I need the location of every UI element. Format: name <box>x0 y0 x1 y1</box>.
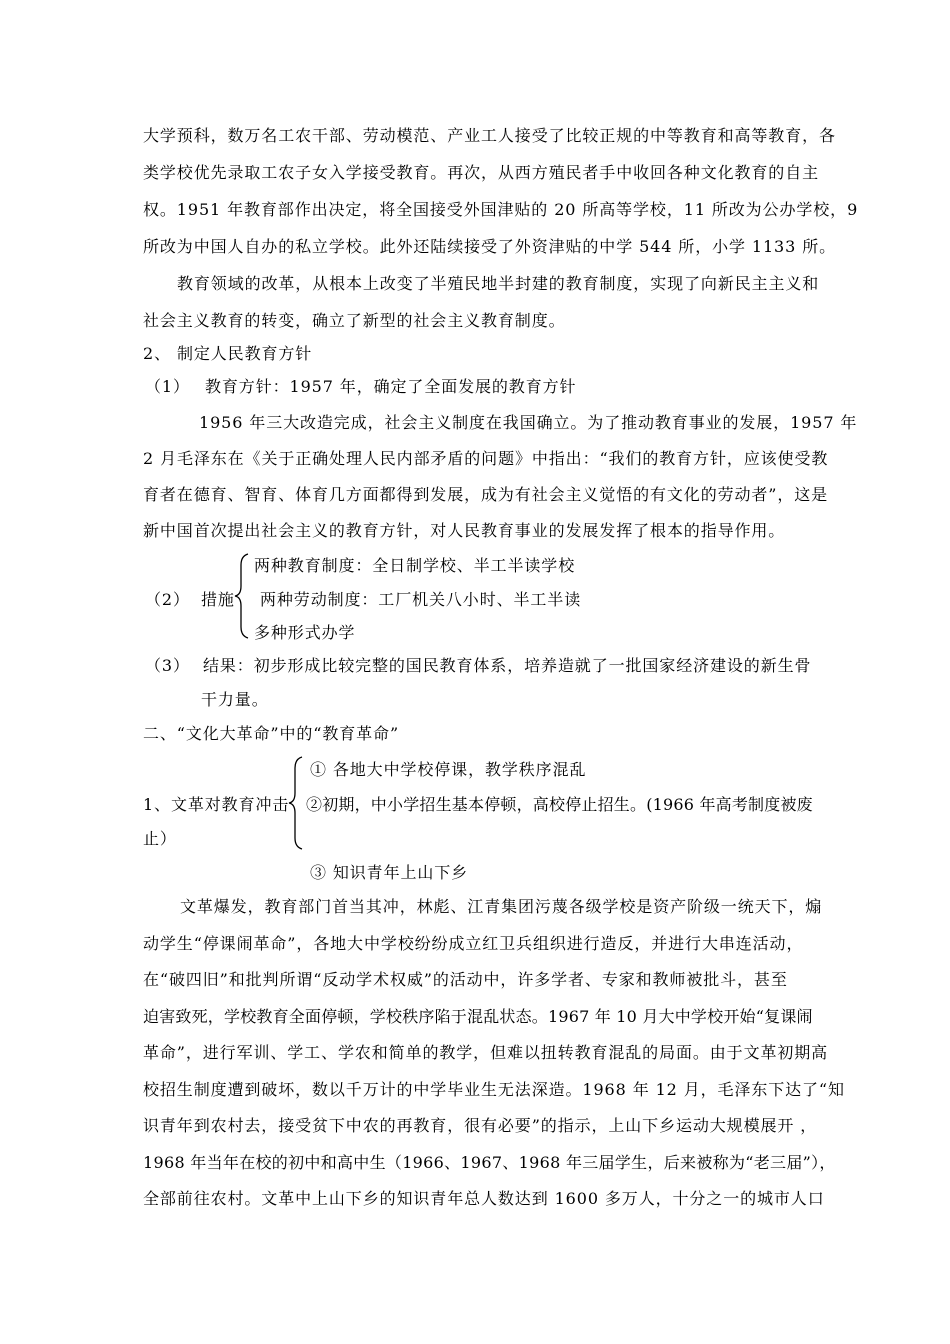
paragraph-line: 革命”，进行军训、学工、学农和简单的教学，但难以扭转教育混乱的局面。由于文革初期高 <box>143 1043 829 1062</box>
impact-label-tail: 止） <box>143 829 177 848</box>
paragraph-line: 文革爆发，教育部门首当其冲，林彪、江青集团污蔑各级学校是资产阶级一统天下，煽 <box>180 897 823 916</box>
impact-label: 1、文革对教育冲击 <box>143 795 290 814</box>
item-text: 结果：初步形成比较完整的国民教育体系，培养造就了一批国家经济建设的新生骨 <box>203 656 812 675</box>
item-number: （3） <box>145 656 190 675</box>
impact-point: ②初期，中小学招生基本停顿，高校停止招生。(1966 年高考制度被废 <box>306 795 813 814</box>
paragraph-line: 类学校优先录取工农子女入学接受教育。再次，从西方殖民者手中收回各种文化教育的自主 <box>143 163 820 182</box>
measure-point: 两种教育制度：全日制学校、半工半读学校 <box>254 556 576 575</box>
paragraph-line: 校招生制度遭到破坏，数以千万计的中学毕业生无法深造。1968 年 12 月，毛泽东下达了“知 <box>143 1080 845 1099</box>
paragraph-line: 1968 年当年在校的初中和高中生（1966、1967、1968 年三届学生，后来被称为“老三届”）， <box>143 1153 836 1172</box>
curly-brace <box>288 756 304 850</box>
paragraph-line: 育者在德育、智育、体育几方面都得到发展，成为有社会主义觉悟的有文化的劳动者”，这是 <box>143 485 829 504</box>
paragraph-line: 2 月毛泽东在《关于正确处理人民内部矛盾的问题》中指出：“我们的教育方针，应该使受教 <box>143 449 829 468</box>
paragraph-line: 1956 年三大改造完成，社会主义制度在我国确立。为了推动教育事业的发展，1957 年 <box>199 413 858 432</box>
paragraph-line: 教育领域的改革，从根本上改变了半殖民地半封建的教育制度，实现了向新民主主义和 <box>177 274 820 293</box>
paragraph-line: 社会主义教育的转变，确立了新型的社会主义教育制度。 <box>143 311 566 330</box>
impact-point: ① 各地大中学校停课，教学秩序混乱 <box>310 760 587 779</box>
paragraph-line: 大学预科，数万名工农干部、劳动模范、产业工人接受了比较正规的中等教育和高等教育，各 <box>143 126 836 145</box>
curly-brace <box>234 553 250 639</box>
measure-point: 多种形式办学 <box>254 623 356 642</box>
item-text: 干力量。 <box>201 690 269 709</box>
section-title: 二、“文化大革命”中的“教育革命” <box>143 724 400 743</box>
section-heading: 2、 制定人民教育方针 <box>143 344 313 363</box>
paragraph-line: 在“破四旧”和批判所谓“反动学术权威”的活动中，许多学者、专家和教师被批斗，甚至 <box>143 970 788 989</box>
paragraph-line: 动学生“停课闹革命”，各地大中学校纷纷成立红卫兵组织进行造反，并进行大串连活动， <box>143 934 804 953</box>
paragraph-line: 新中国首次提出社会主义的教育方针，对人民教育事业的发展发挥了根本的指导作用。 <box>143 521 786 540</box>
item-number: （1） <box>145 377 190 396</box>
item-text: 教育方针：1957 年，确定了全面发展的教育方针 <box>205 377 577 396</box>
measure-point: 两种劳动制度：工厂机关八小时、半工半读 <box>260 590 582 609</box>
impact-point: ③ 知识青年上山下乡 <box>310 863 469 882</box>
item-number: （2） <box>145 590 190 609</box>
paragraph-line: 迫害致死，学校教育全面停顿，学校秩序陷于混乱状态。1967 年 10 月大中学校开始“复课闹 <box>143 1007 813 1026</box>
paragraph-line: 识青年到农村去，接受贫下中农的再教育，很有必要”的指示，上山下乡运动大规模展开 ， <box>143 1116 818 1135</box>
item-label: 措施 <box>201 590 235 609</box>
paragraph-line: 全部前往农村。文革中上山下乡的知识青年总人数达到 1600 多万人，十分之一的城市人口 <box>143 1189 825 1208</box>
paragraph-line: 所改为中国人自办的私立学校。此外还陆续接受了外资津贴的中学 544 所，小学 1133 所。 <box>143 237 837 256</box>
paragraph-line: 权。1951 年教育部作出决定，将全国接受外国津贴的 20 所高等学校，11 所改为公办学校，9 <box>143 200 859 219</box>
